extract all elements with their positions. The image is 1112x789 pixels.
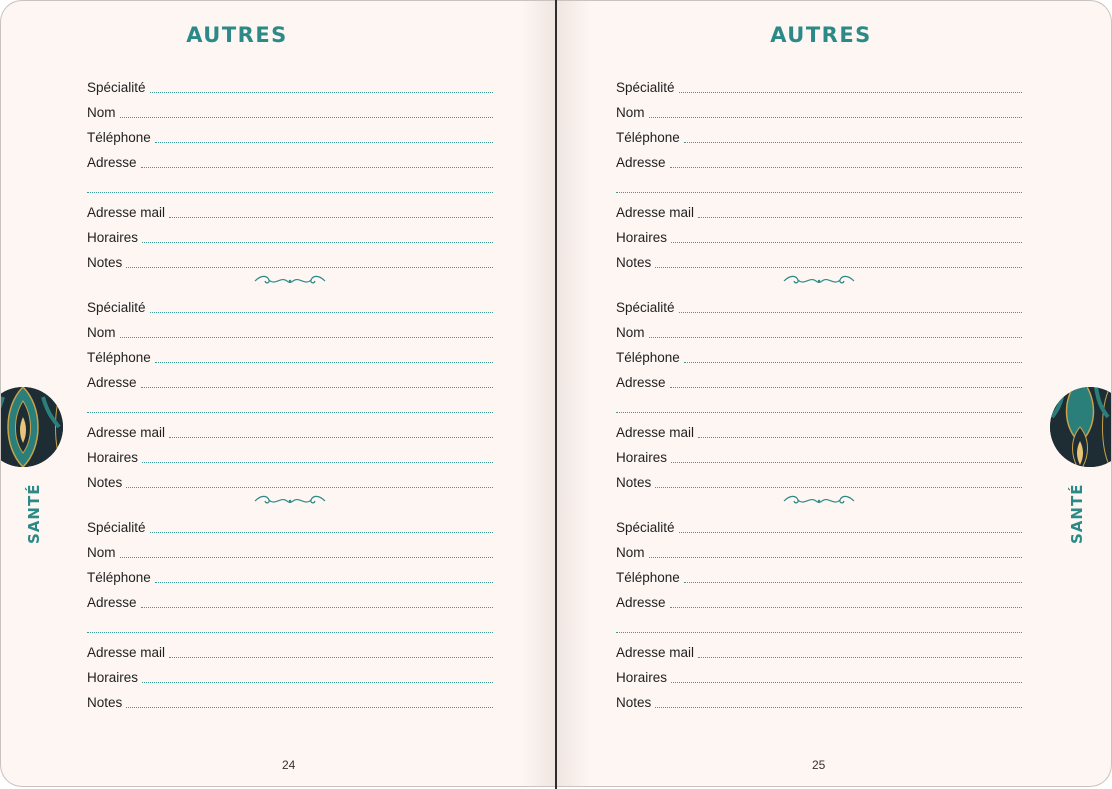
- nom-label: Nom: [87, 105, 116, 120]
- horaires-line[interactable]: [616, 221, 1022, 246]
- adresse-mail-line[interactable]: [616, 636, 1022, 661]
- adresse-mail-line[interactable]: [87, 196, 493, 221]
- specialite-line[interactable]: [616, 511, 1022, 536]
- telephone-label: Téléphone: [87, 350, 151, 365]
- fill-line: [120, 116, 493, 118]
- flourish-icon: [253, 494, 327, 508]
- horaires-label: Horaires: [87, 670, 139, 685]
- notes-line[interactable]: [87, 466, 493, 491]
- nom-label: Nom: [616, 325, 645, 340]
- fill-line: [126, 486, 493, 488]
- flourish-icon: [782, 274, 856, 288]
- adresse-label: Adresse: [87, 155, 137, 170]
- nom-line[interactable]: [616, 536, 1022, 561]
- section-tab-emblem: [0, 387, 63, 467]
- fill-line: [155, 361, 493, 363]
- notes-line[interactable]: [616, 466, 1022, 491]
- fill-line: [87, 411, 493, 413]
- fill-line: [87, 191, 493, 193]
- specialite-label: Spécialité: [87, 300, 146, 315]
- notes-line[interactable]: [616, 246, 1022, 271]
- fill-line: [671, 461, 1022, 463]
- fill-line: [698, 436, 1022, 438]
- adresse-mail-label: Adresse mail: [616, 645, 695, 660]
- fill-line: [142, 461, 493, 463]
- fill-line: [684, 361, 1022, 363]
- specialite-label: Spécialité: [616, 80, 675, 95]
- fill-line: [126, 266, 493, 268]
- fill-line: [698, 216, 1022, 218]
- page-title: AUTRES: [186, 23, 288, 47]
- adresse-mail-line[interactable]: [87, 636, 493, 661]
- telephone-line[interactable]: [87, 561, 493, 586]
- telephone-line[interactable]: [616, 341, 1022, 366]
- notes-line[interactable]: [616, 686, 1022, 711]
- fill-line: [655, 486, 1022, 488]
- fill-line: [142, 241, 493, 243]
- adresse-mail-line[interactable]: [616, 416, 1022, 441]
- horaires-line[interactable]: [616, 661, 1022, 686]
- adresse-label: Adresse: [616, 155, 666, 170]
- fill-line: [169, 656, 493, 658]
- notes-label: Notes: [616, 255, 652, 270]
- fill-line: [87, 631, 493, 633]
- adresse-line[interactable]: [87, 586, 493, 611]
- fill-line: [679, 311, 1022, 313]
- adresse-line[interactable]: [87, 146, 493, 171]
- horaires-line[interactable]: [87, 661, 493, 686]
- fill-line: [616, 411, 1022, 413]
- adresse-continuation-line[interactable]: [616, 171, 1022, 196]
- fill-line: [670, 606, 1022, 608]
- adresse-continuation-line[interactable]: [616, 391, 1022, 416]
- fill-line: [169, 216, 493, 218]
- contact-form-list: [616, 71, 1022, 711]
- telephone-label: Téléphone: [87, 570, 151, 585]
- ornament-divider: [87, 491, 493, 511]
- section-name: SANTÉ: [25, 483, 43, 544]
- nom-label: Nom: [87, 545, 116, 560]
- adresse-line[interactable]: [616, 366, 1022, 391]
- fill-line: [698, 656, 1022, 658]
- adresse-continuation-line[interactable]: [87, 171, 493, 196]
- fill-line: [616, 191, 1022, 193]
- adresse-mail-label: Adresse mail: [87, 205, 166, 220]
- notes-line[interactable]: [87, 686, 493, 711]
- fill-line: [150, 91, 493, 93]
- specialite-label: Spécialité: [87, 80, 146, 95]
- horaires-label: Horaires: [616, 230, 668, 245]
- fill-line: [684, 581, 1022, 583]
- fill-line: [141, 386, 493, 388]
- specialite-line[interactable]: [87, 511, 493, 536]
- adresse-mail-label: Adresse mail: [616, 205, 695, 220]
- nom-label: Nom: [616, 105, 645, 120]
- section-tab-emblem: [1050, 387, 1112, 467]
- horaires-label: Horaires: [87, 230, 139, 245]
- fill-line: [684, 141, 1022, 143]
- adresse-line[interactable]: [616, 586, 1022, 611]
- nom-line[interactable]: [87, 316, 493, 341]
- telephone-label: Téléphone: [87, 130, 151, 145]
- fill-line: [150, 311, 493, 313]
- adresse-label: Adresse: [616, 595, 666, 610]
- adresse-mail-label: Adresse mail: [87, 425, 166, 440]
- section-name: SANTÉ: [1068, 483, 1086, 544]
- fill-line: [169, 436, 493, 438]
- nom-line[interactable]: [616, 316, 1022, 341]
- fill-line: [671, 681, 1022, 683]
- fill-line: [649, 336, 1022, 338]
- telephone-line[interactable]: [87, 341, 493, 366]
- specialite-label: Spécialité: [616, 300, 675, 315]
- fill-line: [649, 116, 1022, 118]
- fill-line: [142, 681, 493, 683]
- specialite-line[interactable]: [616, 71, 1022, 96]
- adresse-line[interactable]: [616, 146, 1022, 171]
- art-deco-pattern-icon: [1050, 387, 1112, 467]
- fill-line: [670, 386, 1022, 388]
- fill-line: [155, 141, 493, 143]
- horaires-line[interactable]: [87, 221, 493, 246]
- notes-line[interactable]: [87, 246, 493, 271]
- adresse-continuation-line[interactable]: [87, 391, 493, 416]
- notes-label: Notes: [616, 695, 652, 710]
- flourish-icon: [253, 274, 327, 288]
- fill-line: [126, 706, 493, 708]
- notes-label: Notes: [87, 255, 123, 270]
- telephone-label: Téléphone: [616, 570, 680, 585]
- specialite-label: Spécialité: [87, 520, 146, 535]
- left-page: [0, 0, 555, 787]
- adresse-mail-line[interactable]: [87, 416, 493, 441]
- ornament-divider: [87, 271, 493, 291]
- page-number: 25: [812, 758, 826, 772]
- notes-label: Notes: [87, 475, 123, 490]
- nom-line[interactable]: [616, 96, 1022, 121]
- telephone-label: Téléphone: [616, 130, 680, 145]
- specialite-label: Spécialité: [616, 520, 675, 535]
- fill-line: [150, 531, 493, 533]
- nom-label: Nom: [87, 325, 116, 340]
- fill-line: [679, 531, 1022, 533]
- adresse-label: Adresse: [616, 375, 666, 390]
- adresse-mail-line[interactable]: [616, 196, 1022, 221]
- specialite-line[interactable]: [87, 291, 493, 316]
- specialite-line[interactable]: [87, 71, 493, 96]
- nom-label: Nom: [616, 545, 645, 560]
- fill-line: [649, 556, 1022, 558]
- nom-line[interactable]: [87, 96, 493, 121]
- specialite-line[interactable]: [616, 291, 1022, 316]
- notes-label: Notes: [616, 475, 652, 490]
- fill-line: [679, 91, 1022, 93]
- adresse-mail-label: Adresse mail: [87, 645, 166, 660]
- horaires-label: Horaires: [616, 450, 668, 465]
- fill-line: [141, 166, 493, 168]
- adresse-mail-label: Adresse mail: [616, 425, 695, 440]
- ornament-divider: [616, 271, 1022, 291]
- page-title: AUTRES: [770, 23, 872, 47]
- fill-line: [141, 606, 493, 608]
- fill-line: [655, 706, 1022, 708]
- adresse-continuation-line[interactable]: [616, 611, 1022, 636]
- fill-line: [120, 556, 493, 558]
- nom-line[interactable]: [87, 536, 493, 561]
- adresse-label: Adresse: [87, 595, 137, 610]
- fill-line: [655, 266, 1022, 268]
- telephone-line[interactable]: [616, 561, 1022, 586]
- fill-line: [616, 631, 1022, 633]
- fill-line: [670, 166, 1022, 168]
- page-number: 24: [282, 758, 296, 772]
- fill-line: [671, 241, 1022, 243]
- contact-form-list: [87, 71, 493, 711]
- telephone-line[interactable]: [87, 121, 493, 146]
- fill-line: [155, 581, 493, 583]
- telephone-line[interactable]: [616, 121, 1022, 146]
- horaires-label: Horaires: [87, 450, 139, 465]
- flourish-icon: [782, 494, 856, 508]
- art-deco-pattern-icon: [0, 387, 63, 467]
- horaires-line[interactable]: [616, 441, 1022, 466]
- ornament-divider: [616, 491, 1022, 511]
- adresse-line[interactable]: [87, 366, 493, 391]
- notes-label: Notes: [87, 695, 123, 710]
- adresse-continuation-line[interactable]: [87, 611, 493, 636]
- horaires-line[interactable]: [87, 441, 493, 466]
- fill-line: [120, 336, 493, 338]
- telephone-label: Téléphone: [616, 350, 680, 365]
- right-page: [557, 0, 1112, 787]
- adresse-label: Adresse: [87, 375, 137, 390]
- horaires-label: Horaires: [616, 670, 668, 685]
